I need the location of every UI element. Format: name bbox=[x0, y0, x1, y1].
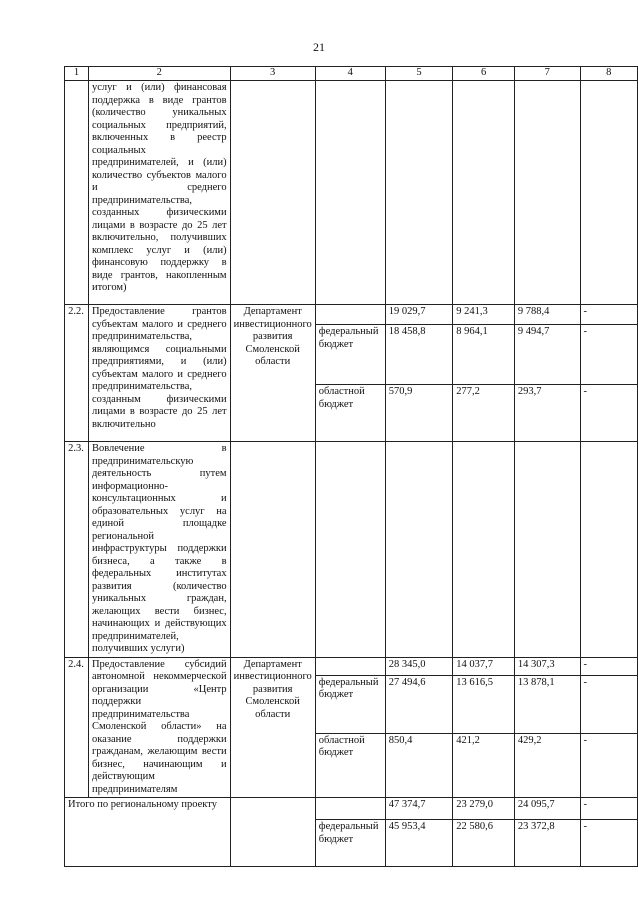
table-row-total bbox=[65, 798, 638, 867]
value-col7-total: 14 307,3 bbox=[515, 658, 580, 676]
value-col5-regional: 850,4 bbox=[388, 734, 413, 746]
header-col-6: 6 bbox=[453, 67, 515, 81]
table-row-2-4 bbox=[65, 657, 638, 798]
value-col7-federal: 13 878,1 bbox=[515, 676, 580, 734]
value-col6-federal: 13 616,5 bbox=[453, 676, 514, 734]
continuation-text: услуг и (или) финансовая поддержка в виде грантов (количество уникальных социальных предприятий, включенных в реестр социальных предпринимателей, и (или) количество субъектов малого и среднего предпринимательства, созданных физическими лицами в возрасте до 25 лет включительно, получивших комплекс услуг и (или) финансовую поддержку в виде грантов, накопленным итогом) bbox=[88, 81, 230, 305]
value-col6-regional: 277,2 bbox=[456, 386, 480, 397]
row-number: 2.3. bbox=[65, 442, 89, 658]
row-executor: Департамент инвестиционного развития Смоленской области bbox=[230, 305, 315, 442]
table-row-2-3 bbox=[65, 442, 638, 658]
source-regional: областной бюджет bbox=[318, 734, 365, 758]
source-federal: федеральный бюджет bbox=[318, 821, 379, 845]
source-total bbox=[316, 305, 385, 325]
source-total bbox=[316, 798, 385, 820]
value-col5-total: 28 345,0 bbox=[386, 658, 453, 676]
header-col-8: 8 bbox=[580, 67, 638, 81]
source-regional: областной бюджет bbox=[318, 386, 365, 410]
value-col5-total: 47 374,7 bbox=[386, 798, 453, 820]
value-col5-regional: 570,9 bbox=[388, 386, 413, 397]
header-row bbox=[65, 67, 638, 81]
row-description: Предоставление субсидий автономной некоммерческой организации «Центр поддержки предпринимательства Смоленской области» на оказание поддержки гражданам, желающим вести бизнес, начинающим и действующим предпринимателям bbox=[88, 657, 230, 798]
header-col-5: 5 bbox=[385, 67, 453, 81]
value-col7-federal: 9 494,7 bbox=[515, 325, 580, 385]
header-col-7: 7 bbox=[514, 67, 580, 81]
value-col8-federal: - bbox=[583, 821, 587, 832]
value-col8-federal: - bbox=[581, 676, 638, 734]
value-col6-federal: 22 580,6 bbox=[456, 821, 494, 832]
header-col-3: 3 bbox=[230, 67, 315, 81]
value-col8-total: - bbox=[581, 305, 638, 325]
value-col8-federal: - bbox=[581, 325, 638, 385]
value-col5-federal: 18 458,8 bbox=[386, 325, 453, 385]
row-executor: Департамент инвестиционного развития Смоленской области bbox=[230, 657, 315, 798]
budget-table bbox=[64, 66, 638, 867]
value-col6-total: 14 037,7 bbox=[453, 658, 514, 676]
value-col7-total: 9 788,4 bbox=[515, 305, 580, 325]
row-number: 2.2. bbox=[65, 305, 89, 442]
header-col-4: 4 bbox=[315, 67, 385, 81]
value-col7-federal: 23 372,8 bbox=[517, 821, 555, 832]
total-label: Итого по региональному проекту bbox=[65, 798, 231, 867]
value-col8-total: - bbox=[581, 658, 638, 676]
row-description: Предоставление грантов субъектам малого и среднего предпринимательства, являющимся социальными предприятиями, и (или) субъектам малого и среднего предпринимательства, созданным физическими лицами в возрасте до 25 лет включительно bbox=[88, 305, 230, 442]
table-row-continuation bbox=[65, 81, 638, 305]
source-federal: федеральный бюджет bbox=[316, 325, 385, 385]
value-col6-total: 9 241,3 bbox=[453, 305, 514, 325]
value-col6-federal: 8 964,1 bbox=[453, 325, 514, 385]
value-col5-total: 19 029,7 bbox=[386, 305, 453, 325]
value-col8-regional: - bbox=[583, 734, 587, 746]
row-number: 2.4. bbox=[65, 657, 89, 798]
value-col8-total: - bbox=[581, 798, 638, 820]
header-col-2: 2 bbox=[88, 67, 230, 81]
header-col-1: 1 bbox=[65, 67, 89, 81]
source-total bbox=[316, 658, 385, 676]
value-col8-regional: - bbox=[583, 386, 587, 397]
value-col7-regional: 429,2 bbox=[517, 734, 542, 746]
value-col5-federal: 27 494,6 bbox=[386, 676, 453, 734]
value-col7-regional: 293,7 bbox=[517, 386, 542, 397]
value-col5-federal: 45 953,4 bbox=[388, 821, 426, 832]
value-col6-total: 23 279,0 bbox=[453, 798, 514, 820]
source-federal: федеральный бюджет bbox=[316, 676, 385, 734]
value-col7-total: 24 095,7 bbox=[515, 798, 580, 820]
value-col6-regional: 421,2 bbox=[456, 734, 480, 746]
row-description: Вовлечение в предпринимательскую деятельность путем информационно-консультационных и образовательных услуг на единой площадке региональной инфраструктуры поддержки бизнеса, а также в федеральных институтах развития (количество уникальных граждан, желающих вести бизнес, начинающих и действующих предпринимателей, получивших услуги) bbox=[88, 442, 230, 658]
table-row-2-2 bbox=[65, 305, 638, 442]
page-number: 21 bbox=[313, 40, 325, 54]
